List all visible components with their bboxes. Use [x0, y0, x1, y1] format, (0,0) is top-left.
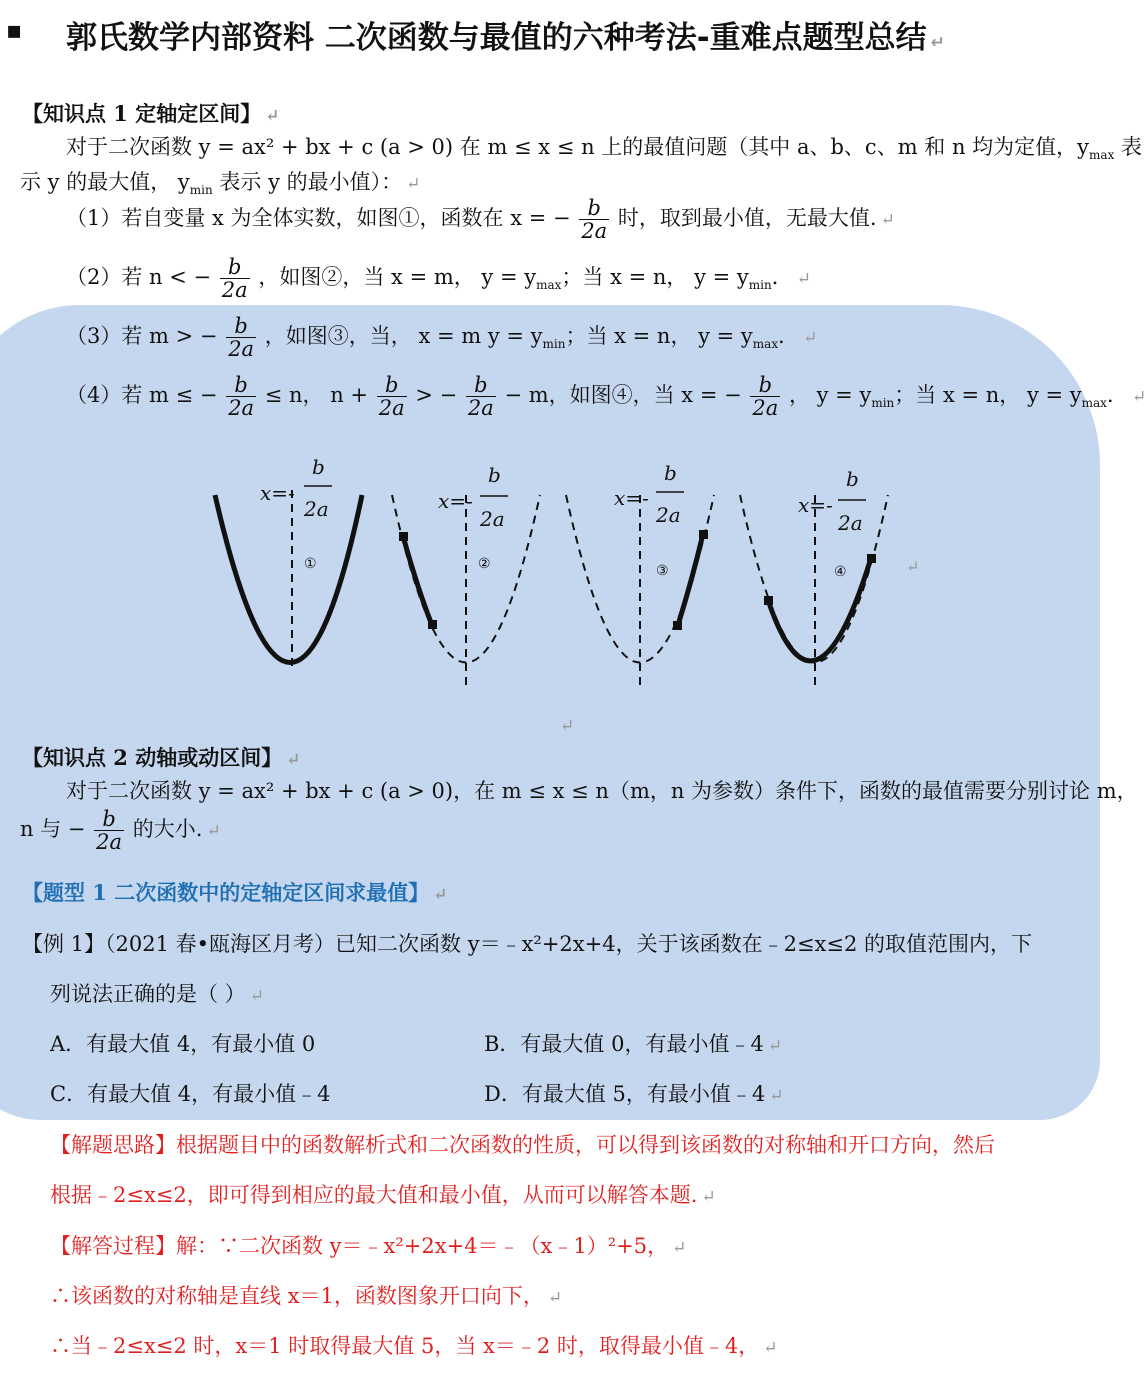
kp1-heading: 【知识点 1 定轴定区间】 ↵: [22, 101, 280, 126]
svg-text:↵: ↵: [906, 557, 920, 576]
svg-text:b: b: [664, 461, 677, 485]
fraction: $\frac{b}{2a}$: [228, 314, 255, 362]
solution-idea-line1: 【解题思路】根据题目中的函数解析式和二次函数的性质，可以得到该函数的对称轴和开口方向，然后: [50, 1133, 995, 1157]
example1-line2: 列说法正确的是（ ） ↵: [50, 982, 264, 1006]
solution-process-line1: 【解答过程】解：∵二次函数 y＝﹣x²+2x+4＝﹣（x﹣1）²+5， ↵: [50, 1234, 687, 1258]
svg-text:x=-: x=-: [260, 481, 295, 505]
kp1-case-2: （2）若 n < − $\frac{b}{2a}$ ，如图②，当 x = m， $y = y_{max}$；当 x = n， $y = y_{min}$． ↵: [66, 255, 811, 303]
figure-1: [215, 455, 362, 672]
svg-text:x=-: x=-: [614, 486, 649, 510]
svg-text:④: ④: [834, 564, 847, 580]
kp1-case-4: （4）若 m ≤ − $\frac{b}{2a}$ ≤ n， n + $\frac{b}{2a}$ > − $\frac{b}{2a}$ − m，如图④，当 x = − $\frac{b}{2a}$ ， $y = y_{min}$；当 x = n， $y = y_{max}$． ↵: [66, 373, 1146, 421]
kp2-line1: 对于二次函数 y = ax² + bx + c (a > 0)，在 m ≤ x ≤ n（m，n 为参数）条件下，函数的最值需要分别讨论 m，: [66, 779, 1138, 803]
kp2-line2: n 与 − $\frac{b}{2a}$ 的大小. ↵: [20, 807, 221, 855]
parabola-figures: [200, 450, 940, 690]
svg-text:b: b: [846, 467, 859, 491]
fraction: $\frac{b}{2a}$: [581, 196, 608, 244]
solution-process-line2: ∴该函数的对称轴是直线 x＝1，函数图象开口向下， ↵: [50, 1284, 563, 1308]
figure-2: [392, 463, 540, 685]
figure-4: [740, 467, 888, 685]
svg-text:b: b: [312, 455, 325, 479]
option-c: C．有最大值 4，有最小值﹣4: [50, 1082, 331, 1106]
solution-process-line3: ∴当﹣2≤x≤2 时，x＝1 时取得最大值 5，当 x＝﹣2 时，取得最小值﹣4， ↵: [50, 1334, 778, 1358]
svg-text:x=-: x=-: [438, 489, 473, 513]
fraction: $\frac{b}{2a}$: [228, 373, 255, 421]
kp2-heading: 【知识点 2 动轴或动区间】 ↵: [22, 745, 301, 770]
svg-text:①: ①: [304, 556, 317, 572]
svg-text:2a: 2a: [838, 511, 863, 535]
option-b: B．有最大值 0，有最小值﹣4 ↵: [484, 1032, 783, 1056]
fraction: $\frac{b}{2a}$: [378, 373, 405, 421]
svg-text:b: b: [488, 463, 501, 487]
fraction: $\frac{b}{2a}$: [221, 255, 248, 303]
svg-text:2a: 2a: [656, 503, 681, 527]
type1-heading: 【题型 1 二次函数中的定轴定区间求最值】 ↵: [22, 880, 448, 905]
bullet-icon: ▪: [6, 16, 23, 44]
fraction: $\frac{b}{2a}$: [752, 373, 779, 421]
svg-text:2a: 2a: [304, 497, 329, 521]
svg-text:③: ③: [656, 563, 669, 579]
kp1-intro-line1: 对于二次函数 y = ax² + bx + c (a > 0) 在 m ≤ x ≤ n 上的最值问题（其中 a、b、c、m 和 n 均为定值，$y_{max}$ 表: [66, 135, 1143, 163]
solution-idea-line2: 根据﹣2≤x≤2，即可得到相应的最大值和最小值，从而可以解答本题. ↵: [50, 1183, 716, 1207]
svg-text:②: ②: [478, 556, 491, 572]
example1-line1: 【例 1】（2021 春•瓯海区月考）已知二次函数 y＝﹣x²+2x+4，关于该函数在﹣2≤x≤2 的取值范围内，下: [22, 932, 1033, 956]
option-a: A．有最大值 4，有最小值 0: [50, 1032, 316, 1056]
fraction: $\frac{b}{2a}$: [96, 807, 123, 855]
kp1-intro-line2: 示 y 的最大值， $y_{min}$ 表示 y 的最小值）： ↵: [20, 170, 421, 198]
kp1-case-3: （3）若 m > − $\frac{b}{2a}$ ，如图③，当， x = m $y = y_{min}$；当 x = n， $y = y_{max}$． ↵: [66, 314, 818, 362]
paragraph-mark: ↵: [560, 716, 575, 736]
figure-3: [566, 461, 714, 685]
svg-text:2a: 2a: [480, 507, 505, 531]
kp1-case-1: （1）若自变量 x 为全体实数，如图①，函数在 x = − $\frac{b}{2a}$ 时，取到最小值，无最大值. ↵: [66, 196, 895, 244]
fraction: $\frac{b}{2a}$: [467, 373, 494, 421]
svg-text:x=-: x=-: [798, 493, 833, 517]
option-d: D．有最大值 5，有最小值﹣4 ↵: [484, 1082, 784, 1106]
